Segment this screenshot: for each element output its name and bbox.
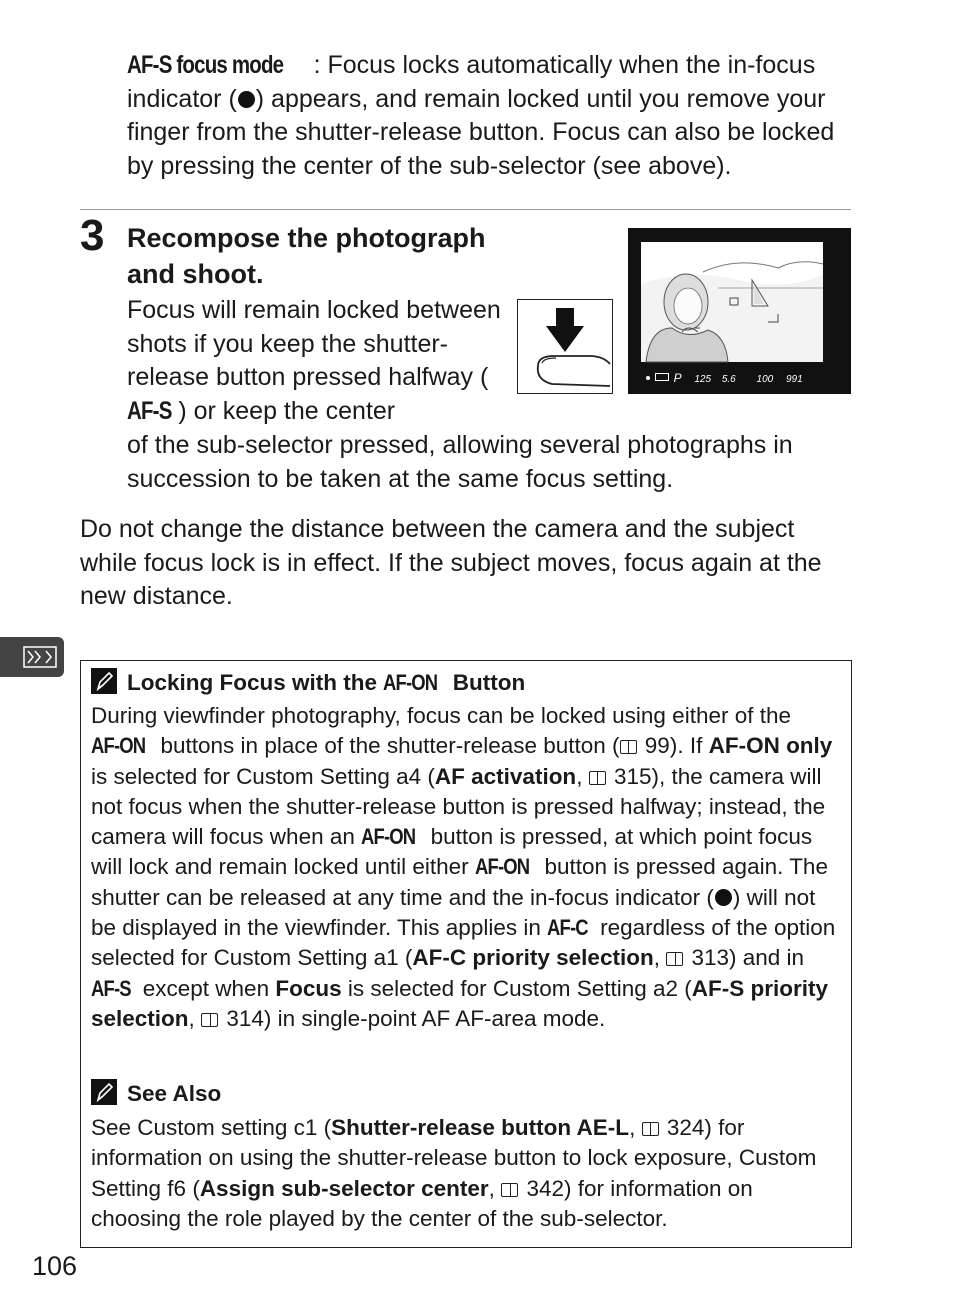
chapter-side-tab xyxy=(0,637,64,677)
book-page-reference-icon xyxy=(666,952,683,966)
book-page-reference-icon xyxy=(201,1013,218,1027)
finger-press-icon xyxy=(518,300,611,392)
step-title: Recompose the photograph and shoot. xyxy=(127,223,486,289)
viewfinder-scene xyxy=(628,228,851,394)
note-title-see-also: See Also xyxy=(91,1079,831,1109)
focus-dot-icon xyxy=(646,376,650,380)
note-body-af-on: During viewfinder photography, focus can be locked using either of the AF-ON buttons in place of the shutter-release button ( 99). If AF-ON only is selected for Custom Setting a4 (AF activation, 315), the camera will not focus when the shutter-release button is pressed halfway; instead, the camera will focus when an AF-ON button is pressed, at which point focus will lock and remain locked until either AF-ON button is pressed again. The shutter can be released at any time and the in-focus indicator ( ) will not be displayed in the viewfinder. This applies in AF-C regardless of the option selected for Custom Setting a1 (AF-C priority selection, 313) and in AF-S except when Focus is selected for Custom Setting a2 (AF-S priority selection, 314) in single-point AF AF-area mode. xyxy=(91,703,836,1031)
distance-paragraph: Do not change the distance between the camera and the subject while focus lock is in effect. If the subject moves, focus again at the new distance. xyxy=(80,515,822,611)
pencil-note-icon xyxy=(91,668,117,694)
book-page-reference-icon xyxy=(642,1122,659,1136)
af-s-code: AF-S xyxy=(127,397,172,426)
page-number: 106 xyxy=(32,1251,78,1281)
book-page-reference-icon xyxy=(501,1183,518,1197)
book-page-reference-icon xyxy=(620,740,637,754)
section-divider xyxy=(80,209,851,210)
step-text: Focus will remain locked between shots if you keep the shutter-release button pressed halfway (AF-S ) or keep the center xyxy=(127,294,507,429)
pencil-note-icon xyxy=(91,1079,117,1105)
in-focus-indicator-icon xyxy=(238,91,255,108)
af-mode-tab-icon xyxy=(0,637,64,677)
note-body-see-also: See Custom setting c1 (Shutter-release button AE-L, 324) for information on using the shutter-release button to lock exposure, Custom Setting f6 (Assign sub-selector center, 342) for information on choosing the role played by the center of the sub-selector. xyxy=(91,1115,817,1231)
book-page-reference-icon xyxy=(589,771,606,785)
viewfinder-readout: P 125 5.6 100 991 xyxy=(646,371,846,387)
note-title-af-on: Locking Focus with the AF-ON Button xyxy=(91,668,831,698)
metering-icon xyxy=(655,373,669,381)
intro-paragraph: AF-S focus mode : Focus locks automatically when the in-focus indicator ( ) appears, and remain locked until you remove your finger from the shutter-release button. Focus can also be locked by pressing the center of the sub-selector (see above). xyxy=(127,51,835,181)
shutter-press-illustration xyxy=(517,299,613,394)
af-s-focus-mode-label: AF-S focus mode xyxy=(127,51,284,79)
in-focus-indicator-icon xyxy=(715,889,732,906)
step-text-continued: of the sub-selector pressed, allowing several photographs in succession to be taken at the same focus setting. xyxy=(127,431,793,493)
step-number: 3 xyxy=(80,211,105,260)
viewfinder-illustration xyxy=(628,228,851,394)
